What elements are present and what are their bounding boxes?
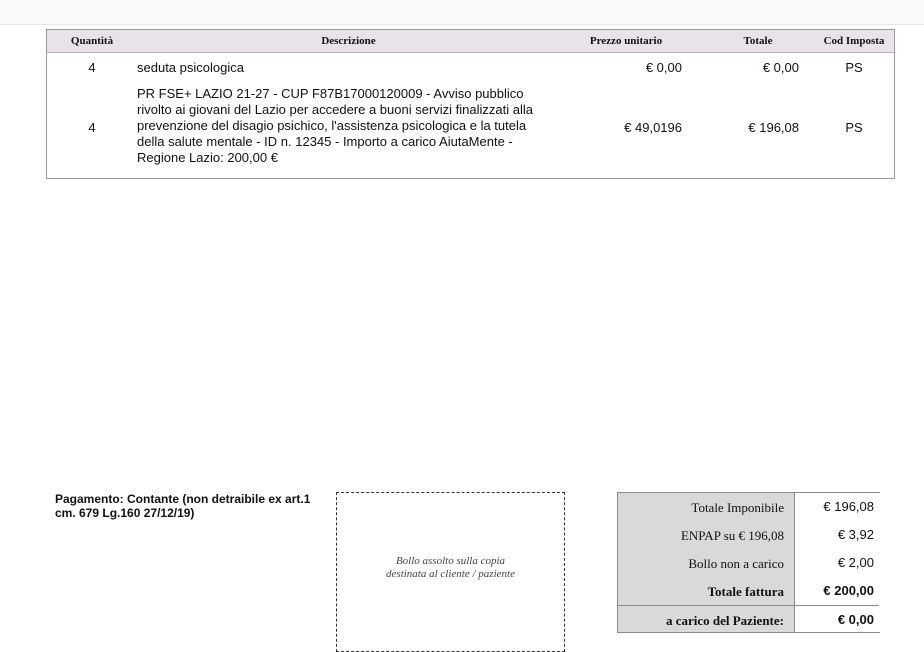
- table-header: [47, 30, 894, 53]
- cell-tax-code: PS: [845, 60, 863, 75]
- stamp-duty-note: [337, 555, 564, 581]
- cell-description: seduta psicologica: [137, 60, 244, 75]
- totals-row-stamp: [618, 549, 879, 577]
- stamp-duty-line-2: destinata al cliente / paziente: [386, 568, 515, 580]
- totals-label: ENPAP su € 196,08: [680, 528, 784, 543]
- cell-unit-price: € 49,0196: [624, 120, 682, 135]
- totals-label: Bollo non a carico: [688, 556, 784, 571]
- cell-description: PR FSE+ LAZIO 21-27 - CUP F87B17000120009 - Avviso pubblico rivolto ai giovani del Lazio per accedere a buoni servizi finalizzati alla prevenzione del disagio psichico, l'assistenza psicologica e la tutela della salute mentale - ID n. 12345 - Importo a carico AiutaMente - Regione Lazio: 200,00 €: [137, 86, 533, 165]
- header-description: Descrizione: [321, 35, 376, 47]
- totals-label: Totale fattura: [707, 584, 784, 599]
- totals-row-enpap: [618, 521, 879, 549]
- totals-summary: [617, 492, 880, 633]
- stamp-duty-line-1: Bollo assolto sulla copia: [395, 555, 506, 567]
- header-tax-code: Cod Imposta: [823, 35, 885, 47]
- cell-quantity: 4: [88, 60, 96, 75]
- header-quantity: Quantità: [70, 35, 114, 47]
- stamp-duty-box: [336, 492, 565, 652]
- payment-method-note: Pagamento: Contante (non detraibile ex art.1 cm. 679 Lg.160 27/12/19): [55, 492, 311, 520]
- totals-label: a carico del Paziente:: [665, 613, 784, 628]
- totals-value: € 3,92: [837, 527, 874, 542]
- cell-total: € 196,08: [748, 120, 799, 135]
- table-row: [47, 60, 894, 78]
- header-unit-price: Prezzo unitario: [589, 35, 663, 47]
- totals-row-patient-share: [618, 605, 879, 634]
- cell-total: € 0,00: [762, 60, 799, 75]
- cell-quantity: 4: [88, 120, 96, 135]
- totals-value: € 0,00: [837, 612, 874, 627]
- table-row: [47, 86, 894, 172]
- invoice-items-table: [46, 29, 895, 179]
- totals-row-invoice-total: [618, 577, 879, 605]
- totals-row-taxable: [618, 493, 879, 521]
- totals-value: € 196,08: [823, 499, 874, 514]
- totals-value: € 200,00: [823, 583, 874, 598]
- header-total: Totale: [743, 35, 773, 47]
- cell-tax-code: PS: [845, 120, 863, 135]
- totals-value: € 2,00: [837, 555, 874, 570]
- totals-label: Totale Imponibile: [691, 500, 784, 515]
- page-top-strip: [0, 0, 924, 25]
- cell-unit-price: € 0,00: [645, 60, 682, 75]
